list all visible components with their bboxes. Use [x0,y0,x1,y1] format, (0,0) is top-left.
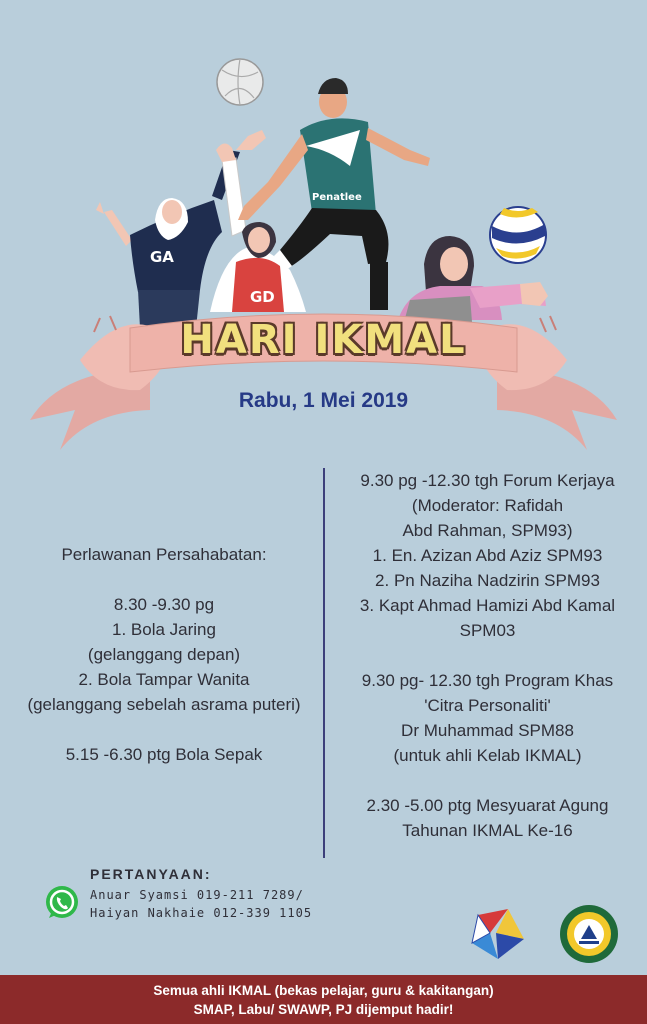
event-title: HARI IKMAL [180,317,467,363]
whatsapp-icon [43,884,81,922]
right-schedule-column [330,468,645,843]
left-line: 8.30 -9.30 pg [113,595,215,614]
volleyball-color-icon [490,207,546,263]
right-line: (Moderator: Rafidah [411,496,564,515]
left-line: Perlawanan Persahabatan: [61,545,267,564]
left-line: (gelanggang depan) [87,645,241,664]
left-line: 5.15 -6.30 ptg Bola Sepak [65,745,263,764]
left-line: 2. Bola Tampar Wanita [78,670,250,689]
right-line [330,643,645,668]
left-line [14,567,314,592]
right-line: 1. En. Azizan Abd Aziz SPM93 [372,546,603,565]
right-line: Abd Rahman, SPM93) [402,521,573,540]
right-line: 3. Kapt Ahmad Hamizi Abd Kamal [359,596,616,615]
right-line: 2.30 -5.00 ptg Mesyuarat Agung [366,796,609,815]
event-date: Rabu, 1 Mei 2019 [238,389,409,412]
volleyball-white-icon [217,59,263,105]
right-line [330,768,645,793]
contact-line-1: Anuar Syamsi 019-211 7289/ [90,888,304,902]
right-line: 'Citra Personaliti' [424,696,551,715]
right-line: SPM03 [459,621,516,640]
column-divider [323,468,325,858]
school-crest-icon [557,903,621,965]
footer-line-1: Semua ahli IKMAL (bekas pelajar, guru & kakitangan) [153,983,494,998]
contact-heading: PERTANYAAN: [90,866,212,882]
right-line: Tahunan IKMAL Ke-16 [402,821,573,840]
left-line [14,717,314,742]
footer-banner [0,975,647,1024]
right-line: 2. Pn Naziha Nadzirin SPM93 [375,571,600,590]
contact-line-2: Haiyan Nakhaie 012-339 1105 [90,906,313,920]
right-line: 9.30 pg -12.30 tgh Forum Kerjaya [360,471,615,490]
right-line: 9.30 pg- 12.30 tgh Program Khas [361,671,614,690]
left-line: 1. Bola Jaring [112,620,216,639]
right-line: Dr Muhammad SPM88 [401,721,574,740]
right-line: (untuk ahli Kelab IKMAL) [393,746,582,765]
organization-logo-icon [468,903,528,963]
left-line: (gelanggang sebelah asrama puteri) [27,695,301,714]
left-schedule-column [14,542,314,767]
player-jersey-label: Penatlee [312,192,362,203]
gd-jersey-label: GD [250,288,275,306]
footer-line-2: SMAP, Labu/ SWAWP, PJ dijemput hadir! [193,1002,454,1017]
ga-jersey-label: GA [150,248,174,266]
